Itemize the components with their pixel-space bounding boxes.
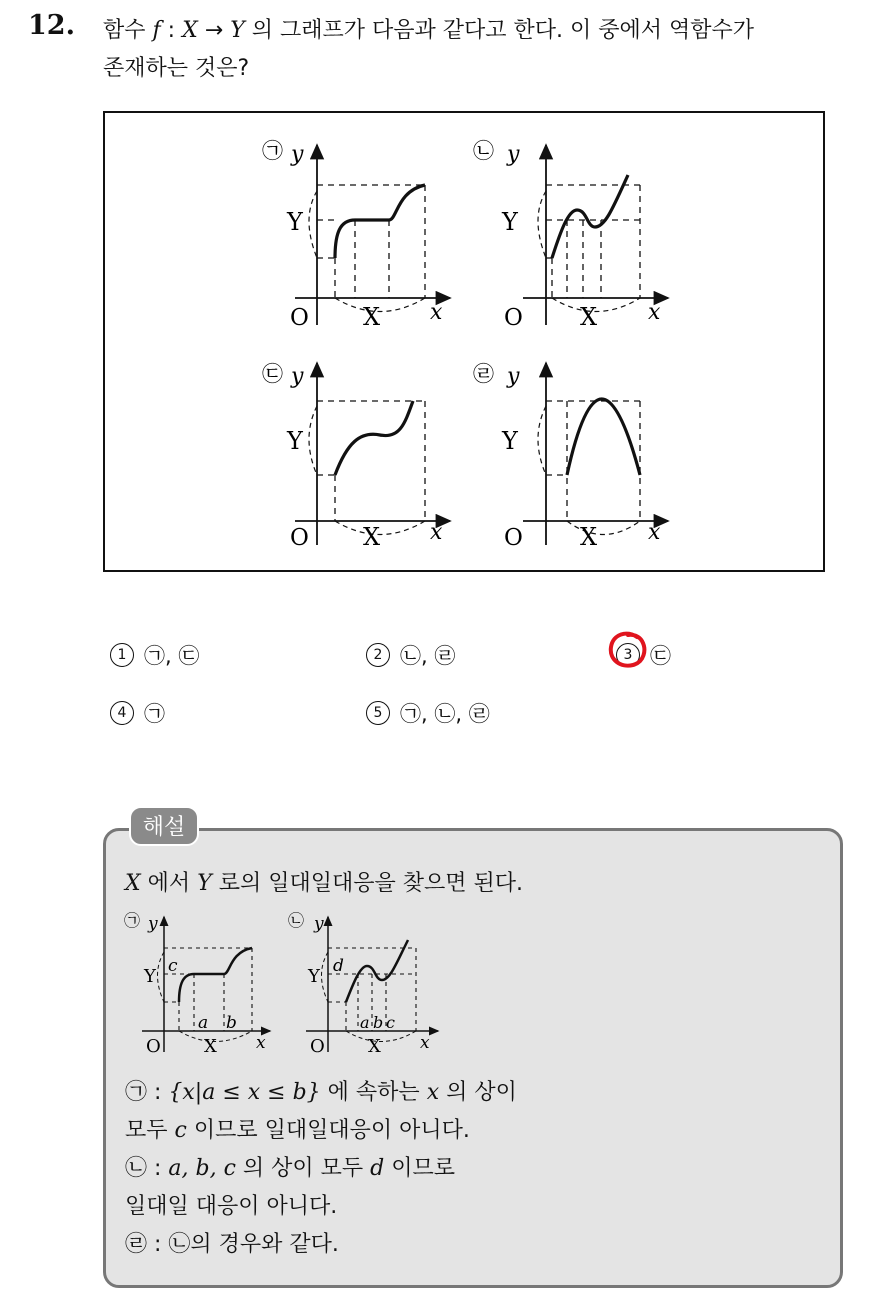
choice-2-number: 2 [366,643,390,667]
fig2-d-label: d [333,956,344,976]
explanation-figures [120,902,460,1067]
graph-2-set-x-label: X [580,303,598,331]
line5-label: ㉣ : [125,1232,162,1257]
answer-mark-circle [607,628,649,670]
graph-1-x-axis-label: x [430,300,443,325]
line5-rest: 의 경우와 같다. [190,1232,339,1257]
graph-3 [262,362,450,551]
question-line2: 존재하는 것은? [103,56,250,81]
fig2-set-y-label: Y [308,966,320,987]
graph-4-set-y-label: Y [502,427,518,455]
fig2-set-x-label: X [368,1036,381,1057]
graph-2-origin-label: O [504,305,523,331]
choice-4-number: 4 [110,701,134,725]
line3-mid: 의 상이 모두 [242,1156,364,1181]
domain-set: X [182,18,198,43]
graph-4-y-axis-label: y [507,364,520,389]
lead-set-y: Y [197,871,212,896]
func-name: f [152,18,161,43]
choice-1[interactable] [110,640,199,670]
graphs-svg [105,113,823,570]
line1-mid: 에 속하는 [327,1080,420,1105]
question-line1-rest: 의 그래프가 다음과 같다고 한다. 이 중에서 역함수가 [251,18,754,43]
choice-3-text: ㉢ [650,644,671,668]
fig1-x-axis-label: x [256,1033,266,1053]
graph-1-y-axis-label: y [291,142,304,167]
line3-vars: a, b, c [168,1156,236,1181]
line2-c: c [174,1118,187,1143]
explanation-line-1 [125,1074,517,1112]
graph-figure-box [103,111,825,572]
line1-label: ㉠ : [125,1080,162,1105]
line3-rest: 이므로 [391,1156,456,1181]
fig2-b-label: b [373,1013,384,1032]
choice-4[interactable] [110,698,165,728]
question-number: 12. [28,10,75,41]
graph-1-origin-label: O [290,305,309,331]
choice-4-text: ㉠ [144,702,165,726]
fig1-set-y-label: Y [144,966,156,987]
choice-2[interactable] [366,640,455,670]
graph-1 [262,139,450,331]
graph-4 [473,362,668,551]
line3-d: d [370,1156,385,1181]
choice-3-number: 3 [616,643,640,667]
choice-5[interactable] [366,698,490,728]
explanation-fig-1 [124,911,270,1057]
graph-3-origin-label: O [290,525,309,551]
choice-5-text: ㉠, ㉡, ㉣ [400,702,490,726]
fig1-set-x-label: X [204,1036,217,1057]
lead-mid: 에서 [147,871,191,896]
fig2-a-label: a [360,1013,370,1032]
line3-label: ㉡ : [125,1156,162,1181]
graph-4-x-axis-label: x [648,520,661,545]
fig2-c-label: c [386,1013,395,1032]
fig2-label: ㉡ [288,911,305,930]
graph-4-origin-label: O [504,525,523,551]
line5-ref: ㉡ [168,1232,191,1257]
fig2-y-axis-label: y [314,914,324,934]
graph-4-set-x-label: X [580,523,598,551]
fig1-a-label: a [198,1013,209,1033]
question-prefix: 함수 [103,18,146,43]
graph-2-set-y-label: Y [502,208,518,236]
choice-1-text: ㉠, ㉢ [144,644,200,668]
lead-rest: 로의 일대일대응을 찾으면 된다. [218,871,523,896]
codomain-set: Y [230,18,245,43]
explanation-line-3 [125,1150,517,1188]
graph-1-set-y-label: Y [287,208,303,236]
line2-rest: 이므로 일대일대응이 아니다. [193,1118,470,1143]
fig1-origin-label: O [146,1036,161,1057]
fig1-y-axis-label: y [148,914,158,934]
graph-2-x-axis-label: x [648,300,661,325]
fig2-x-axis-label: x [420,1033,430,1053]
graph-2-label: ㉡ [473,139,494,163]
line2-pre: 모두 [125,1118,168,1143]
explanation-tag: 해설 [129,806,199,846]
choice-1-number: 1 [110,643,134,667]
explanation-line-5 [125,1226,517,1264]
explanation-lead [125,866,523,897]
explanation-lines [125,1074,517,1264]
graph-3-x-axis-label: x [430,520,443,545]
graph-3-label: ㉢ [262,362,283,386]
line1-x: x [426,1080,440,1105]
lead-set-x: X [125,871,141,896]
graph-3-set-x-label: X [363,523,381,551]
fig1-b-label: b [226,1013,237,1033]
func-colon: : [167,18,176,43]
choice-2-text: ㉡, ㉣ [400,644,456,668]
fig1-label: ㉠ [124,911,141,930]
line4-text: 일대일 대응이 아니다. [125,1194,338,1219]
choice-5-number: 5 [366,701,390,725]
graph-3-y-axis-label: y [291,364,304,389]
explanation-fig-2 [288,911,438,1057]
graph-1-label: ㉠ [262,139,283,163]
graph-4-label: ㉣ [473,362,494,386]
explanation-line-4 [125,1188,517,1226]
explanation-line-2 [125,1112,517,1150]
graph-3-set-y-label: Y [287,427,303,455]
graph-2-y-axis-label: y [507,142,520,167]
question-text [103,12,873,88]
arrow-symbol: → [204,18,224,43]
graph-2 [473,139,668,331]
fig2-origin-label: O [310,1036,325,1057]
line1-set: {x|a ≤ x ≤ b} [168,1080,321,1105]
line1-rest: 의 상이 [446,1080,517,1105]
graph-1-set-x-label: X [363,303,381,331]
fig1-c-label: c [168,956,178,976]
